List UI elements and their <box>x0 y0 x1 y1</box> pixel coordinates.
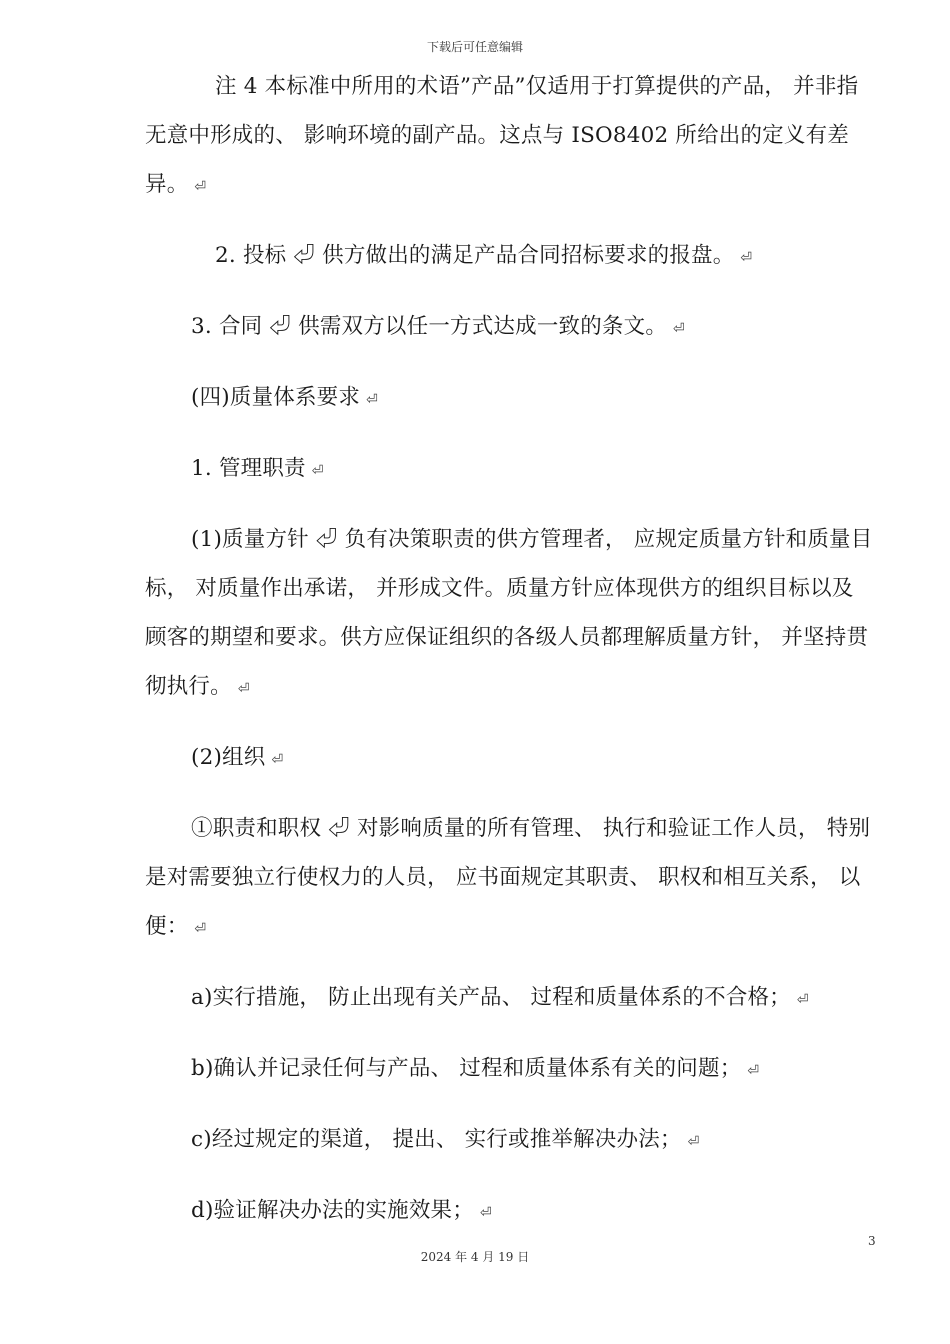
paragraph-mark-icon: ⏎ <box>479 1205 492 1221</box>
page-number: 3 <box>868 1234 876 1248</box>
paragraph-responsibility <box>145 804 875 954</box>
paragraph-mark-icon: ⏎ <box>366 392 379 408</box>
paragraph-text: a)实行措施， 防止出现有关产品、 过程和质量体系的不合格； <box>191 985 791 1010</box>
paragraph-quality-policy <box>145 515 875 714</box>
list-item-a <box>145 973 875 1025</box>
list-item-b <box>145 1044 875 1096</box>
paragraph-mark-icon: ⏎ <box>271 752 284 768</box>
paragraph-text: 2. 投标 ⏎ 供方做出的满足产品合同招标要求的报盘。 <box>215 243 735 268</box>
paragraph-text: (四)质量体系要求 <box>191 385 361 410</box>
list-item-d <box>145 1186 875 1238</box>
paragraph-text: (1)质量方针 ⏎ 负有决策职责的供方管理者， 应规定质量方针和质量目标， 对质量作出承诺， 并形成文件。质量方针应体现供方的组织目标以及顾客的期望和要求。供方应保证组织的各级人员都理解质量方针， 并坚持贯彻执行。 <box>145 527 873 699</box>
paragraph-bid <box>145 231 875 283</box>
paragraph-mark-icon: ⏎ <box>687 1134 700 1150</box>
paragraph-text: 3. 合同 ⏎ 供需双方以任一方式达成一致的条文。 <box>191 314 668 339</box>
paragraph-text: b)确认并记录任何与产品、 过程和质量体系有关的问题； <box>191 1056 742 1081</box>
paragraph-organization <box>145 733 875 785</box>
paragraph-mark-icon: ⏎ <box>673 321 685 337</box>
section-heading <box>145 373 875 425</box>
paragraph-mark-icon: ⏎ <box>194 179 207 195</box>
document-body <box>145 62 875 1238</box>
page-header: 下载后可任意编辑 <box>426 40 523 54</box>
paragraph-mark-icon: ⏎ <box>194 921 207 937</box>
paragraph-mark-icon: ⏎ <box>796 992 809 1008</box>
list-item-c <box>145 1115 875 1167</box>
subsection-heading <box>145 444 875 496</box>
paragraph-contract <box>145 302 875 354</box>
paragraph-note-4 <box>145 62 875 212</box>
paragraph-text: 1. 管理职责 <box>191 456 306 481</box>
paragraph-text: d)验证解决办法的实施效果； <box>191 1198 474 1223</box>
paragraph-text: c)经过规定的渠道， 提出、 实行或推举解决办法； <box>191 1127 682 1152</box>
paragraph-text: 注 4 本标准中所用的术语”产品”仅适用于打算提供的产品， 并非指无意中形成的、 影响环境的副产品。这点与 ISO8402 所给出的定义有差异。 <box>145 74 859 197</box>
paragraph-mark-icon: ⏎ <box>747 1063 760 1079</box>
paragraph-mark-icon: ⏎ <box>311 463 324 479</box>
paragraph-mark-icon: ⏎ <box>740 250 753 266</box>
paragraph-text: ①职责和职权 ⏎ 对影响质量的所有管理、 执行和验证工作人员， 特别是对需要独立行使权力的人员， 应书面规定其职责、 职权和相互关系， 以便： <box>145 816 871 939</box>
footer-date: 2024 年 4 月 19 日 <box>420 1250 530 1264</box>
paragraph-text: (2)组织 <box>191 745 266 770</box>
paragraph-mark-icon: ⏎ <box>237 681 250 697</box>
